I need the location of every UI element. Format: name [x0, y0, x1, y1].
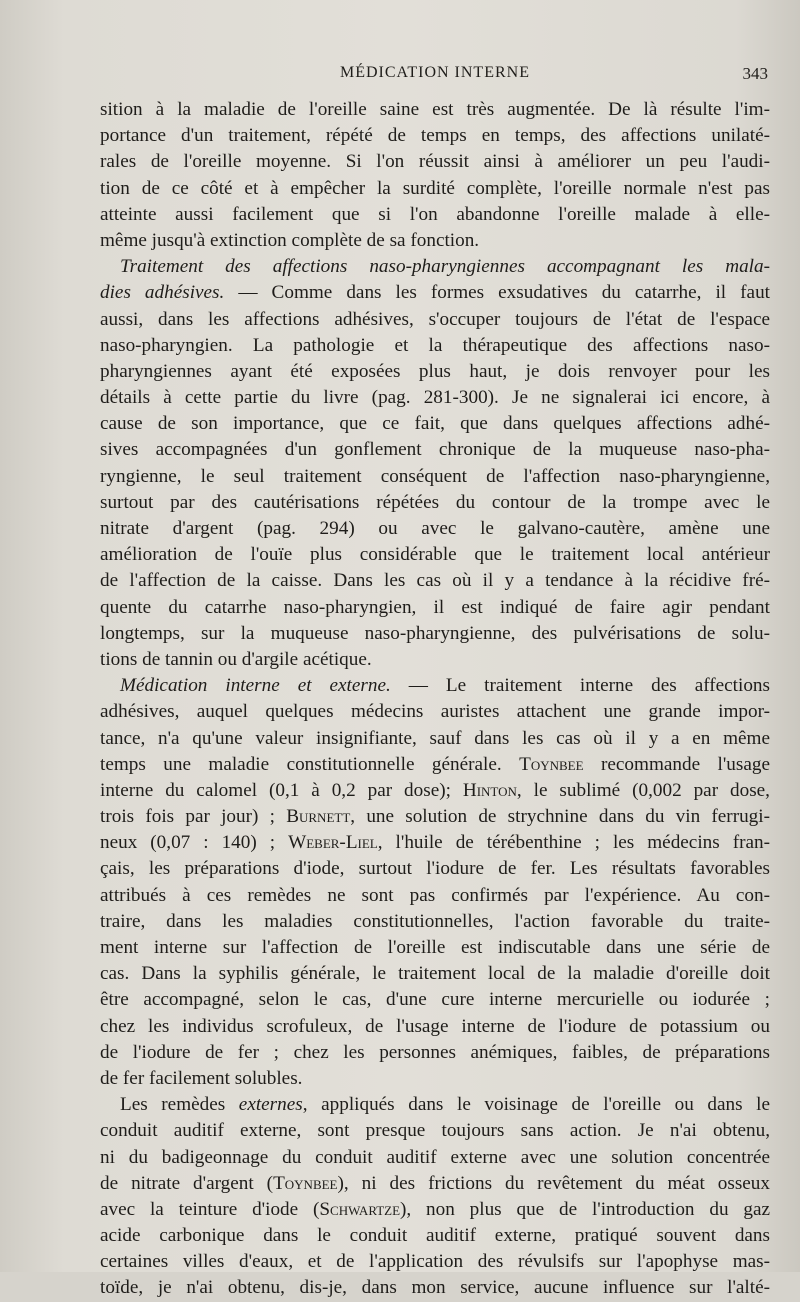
section-heading-italic: dies adhésives. — [100, 282, 225, 304]
text-line: ni du badigeonnage du conduit auditif externe avec une solution concentrée — [100, 1146, 770, 1168]
text-line: portance d'un traitement, répété de temps en temps, des affections unilaté- — [100, 125, 770, 147]
text-run: temps une maladie constitutionnelle générale. — [100, 753, 520, 775]
section-heading-line: Traitement des affections naso-pharyngiennes accompagnant les mala- — [120, 256, 770, 278]
text-line — [100, 1171, 770, 1197]
text-line: longtemps, sur la muqueuse naso-pharyngienne, des pulvérisations de solu- — [100, 622, 770, 644]
text-line: pharyngiennes ayant été exposées plus haut, je dois renvoyer pour les — [100, 360, 770, 382]
text-run: trois fois par jour) ; — [100, 806, 287, 828]
text-line: attribués à ces remèdes ne sont pas confirmés par l'expérience. Au con- — [100, 884, 770, 906]
text-line: surtout par des cautérisations répétées du contour de la trompe avec le — [100, 491, 770, 513]
text-line: certaines villes d'eaux, et de l'application des révulsifs sur l'apophyse mas- — [100, 1251, 770, 1273]
text-line: atteinte aussi facilement que si l'on abandonne l'oreille malade à elle- — [100, 203, 770, 225]
text-line: tance, n'a qu'une valeur insignifiante, sauf dans les cas où il y a en même — [100, 727, 770, 749]
author-name: Schwartze — [319, 1198, 401, 1220]
text-line: tion de ce côté et à empêcher la surdité complète, l'oreille normale n'est pas — [100, 177, 770, 199]
text-line: de l'affection de la caisse. Dans les cas où il y a tendance à la récidive fré- — [100, 570, 770, 592]
text-line: toïde, je n'ai obtenu, dis-je, dans mon service, aucune influence sur l'alté- — [100, 1277, 770, 1299]
text-line: traire, dans les maladies constitutionnelles, l'action favorable du traite- — [100, 910, 770, 932]
running-head: MÉDICATION INTERNE — [340, 64, 530, 81]
text-line: ment interne sur l'affection de l'oreille est indiscutable dans une série de — [100, 937, 770, 958]
text-line — [100, 778, 770, 804]
text-run: recommande l'usage — [583, 753, 770, 775]
text-line: de fer facilement solubles. — [100, 1067, 303, 1089]
author-name: Burnett — [286, 806, 351, 828]
text-line: quente du catarrhe naso-pharyngien, il est indiqué de faire agir pendant — [100, 596, 770, 618]
author-name: Toynbee — [519, 753, 584, 775]
text-run: interne du calomel (0,1 à 0,2 par dose); — [100, 779, 463, 801]
text-line: cause de son importance, que ce fait, que dans quelques affections adhé- — [100, 413, 770, 435]
text-line: sition à la maladie de l'oreille saine est très augmentée. De là résulte l'im- — [100, 99, 770, 120]
text-line — [100, 752, 770, 778]
text-run: avec la teinture d'iode ( — [100, 1198, 320, 1220]
text-line — [100, 1092, 770, 1118]
text-run: , l'huile de térébenthine ; les médecins fran- — [377, 832, 770, 854]
text-run: — Comme dans les formes exsudatives du catarrhe, il faut — [224, 282, 770, 304]
text-run: , appliqués dans le voisinage de l'oreille ou dans le — [302, 1094, 770, 1116]
text-line: aussi, dans les affections adhésives, s'occuper toujours de l'état de l'espace — [100, 308, 770, 330]
text-line: acide carbonique dans le conduit auditif externe, pratiqué souvent dans — [100, 1225, 770, 1247]
text-run: Les remèdes — [120, 1094, 239, 1116]
text-run: de nitrate d'argent ( — [100, 1172, 274, 1194]
section-heading-italic: Médication interne et externe. — [120, 675, 391, 697]
text-line: amélioration de l'ouïe plus considérable que le traitement local antérieur — [100, 544, 770, 566]
text-line: sives accompagnées d'un gonflement chronique de la muqueuse naso-pha- — [100, 439, 770, 461]
text-line: conduit auditif externe, sont presque toujours sans action. Je n'ai obtenu, — [100, 1120, 770, 1142]
text-run: — Le traitement interne des affections — [390, 675, 770, 697]
text-line: ryngienne, le seul traitement conséquent de l'affection naso-pharyngienne, — [100, 465, 770, 487]
page-header — [100, 62, 770, 88]
emphasis: externes — [238, 1094, 303, 1116]
text-line: de l'iodure de fer ; chez les personnes anémiques, faibles, de préparations — [100, 1041, 770, 1063]
text-line — [100, 804, 770, 830]
text-line: chez les individus scrofuleux, de l'usage interne de l'iodure de potassium ou — [100, 1015, 770, 1037]
text-line: rales de l'oreille moyenne. Si l'on réussit ainsi à améliorer un peu l'audi- — [100, 151, 770, 173]
author-name: Toynbee — [273, 1172, 338, 1194]
text-line: cas. Dans la syphilis générale, le traitement local de la maladie d'oreille doit — [100, 963, 770, 985]
text-line — [100, 280, 770, 306]
text-line — [100, 673, 770, 699]
text-line: nitrate d'argent (pag. 294) ou avec le galvano-cautère, amène une — [100, 518, 770, 539]
text-line: détails à cette partie du livre (pag. 281-300). Je ne signalerai ici encore, à — [100, 387, 770, 409]
body-text — [100, 97, 770, 1302]
text-line: naso-pharyngien. La pathologie et la thérapeutique des affections naso- — [100, 334, 770, 356]
author-name: Weber-Liel — [288, 832, 378, 854]
text-run: neux (0,07 : 140) ; — [100, 832, 289, 854]
text-run: , une solution de strychnine dans du vin ferrugi- — [350, 806, 770, 828]
text-run: ), ni des frictions du revêtement du méat osseux — [337, 1172, 770, 1194]
text-line: tions de tannin ou d'argile acétique. — [100, 648, 372, 670]
text-line: çais, les préparations d'iode, surtout l'iodure de fer. Les résultats favorables — [100, 858, 770, 880]
text-line — [100, 1197, 770, 1223]
text-line: être accompagné, selon le cas, d'une cure interne mercurielle ou iodurée ; — [100, 989, 770, 1011]
text-line: adhésives, auquel quelques médecins auristes attachent une grande impor- — [100, 701, 770, 723]
text-line: même jusqu'à extinction complète de sa fonction. — [100, 229, 480, 251]
page-number: 343 — [742, 64, 768, 83]
text-run: ), non plus que de l'introduction du gaz — [400, 1198, 770, 1220]
text-run: , le sublimé (0,002 par dose, — [516, 779, 770, 801]
text-line — [100, 830, 770, 856]
author-name: Hinton — [462, 779, 517, 801]
